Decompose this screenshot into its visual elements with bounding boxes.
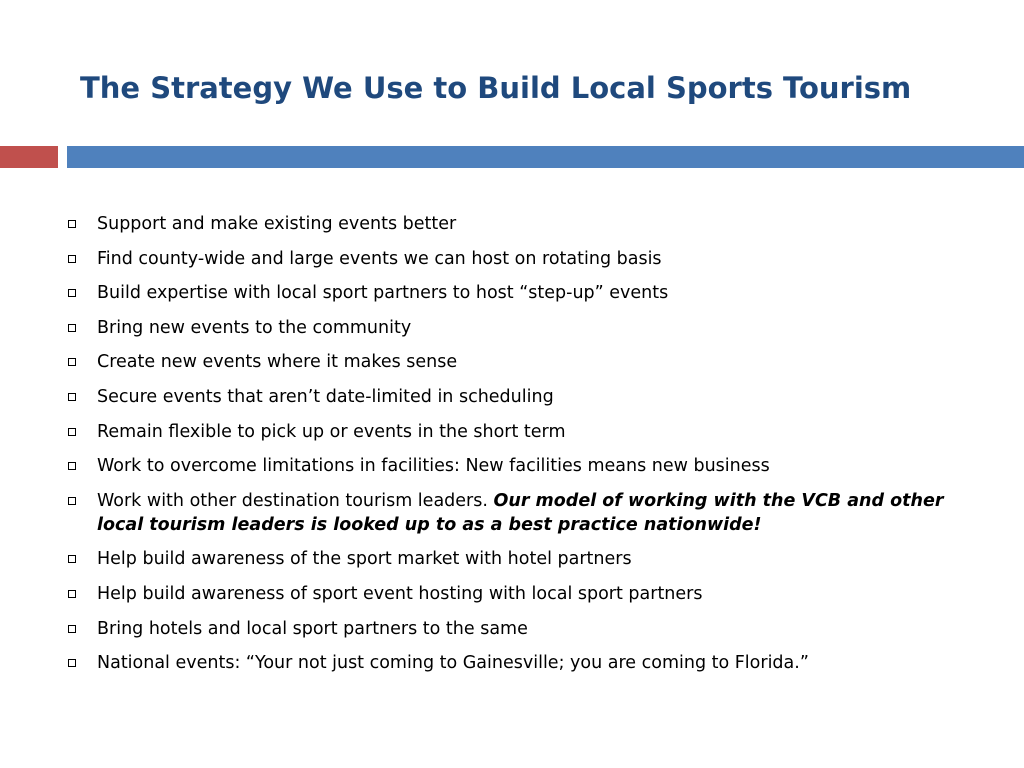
accent-bar-blue <box>67 146 1024 168</box>
bullet-emphasis-text: Our model of working with the VCB and other local tourism leaders is looked up to as a best practice nationwide! <box>97 490 944 535</box>
hollow-square-bullet-icon <box>68 324 76 332</box>
bullet-list <box>60 212 980 686</box>
bullet-item <box>60 454 980 478</box>
slide-title: The Strategy We Use to Build Local Sports Tourism <box>80 71 912 105</box>
bullet-text: Find county-wide and large events we can host on rotating basis <box>97 248 662 269</box>
bullet-item <box>60 617 980 641</box>
hollow-square-bullet-icon <box>68 497 76 505</box>
bullet-item <box>60 420 980 444</box>
bullet-item <box>60 489 980 537</box>
bullet-text: Bring new events to the community <box>97 317 412 338</box>
bullet-item <box>60 651 980 675</box>
bullet-text: Create new events where it makes sense <box>97 352 458 373</box>
bullet-text: Work with other destination tourism leaders. <box>97 490 494 511</box>
bullet-text: Help build awareness of sport event hosting with local sport partners <box>97 583 703 604</box>
bullet-item <box>60 582 980 606</box>
bullet-item <box>60 316 980 340</box>
bullet-text: Remain flexible to pick up or events in the short term <box>97 421 566 442</box>
hollow-square-bullet-icon <box>68 428 76 436</box>
bullet-text: Bring hotels and local sport partners to the same <box>97 618 528 639</box>
bullet-text: Secure events that aren’t date-limited in scheduling <box>97 386 554 407</box>
bullet-item <box>60 281 980 305</box>
bullet-text: Help build awareness of the sport market with hotel partners <box>97 549 632 570</box>
hollow-square-bullet-icon <box>68 625 76 633</box>
hollow-square-bullet-icon <box>68 659 76 667</box>
bullet-item <box>60 547 980 571</box>
hollow-square-bullet-icon <box>68 590 76 598</box>
bullet-text: Work to overcome limitations in facilities: New facilities means new business <box>97 456 770 477</box>
hollow-square-bullet-icon <box>68 358 76 366</box>
hollow-square-bullet-icon <box>68 555 76 563</box>
bullet-text: Build expertise with local sport partners to host “step-up” events <box>97 283 669 304</box>
bullet-item <box>60 350 980 374</box>
hollow-square-bullet-icon <box>68 462 76 470</box>
bullet-text: National events: “Your not just coming to Gainesville; you are coming to Florida.” <box>97 653 809 674</box>
bullet-item <box>60 385 980 409</box>
hollow-square-bullet-icon <box>68 393 76 401</box>
bullet-item <box>60 247 980 271</box>
accent-bar-red <box>0 146 58 168</box>
bullet-item <box>60 212 980 236</box>
hollow-square-bullet-icon <box>68 220 76 228</box>
hollow-square-bullet-icon <box>68 255 76 263</box>
hollow-square-bullet-icon <box>68 289 76 297</box>
bullet-text: Support and make existing events better <box>97 214 457 234</box>
